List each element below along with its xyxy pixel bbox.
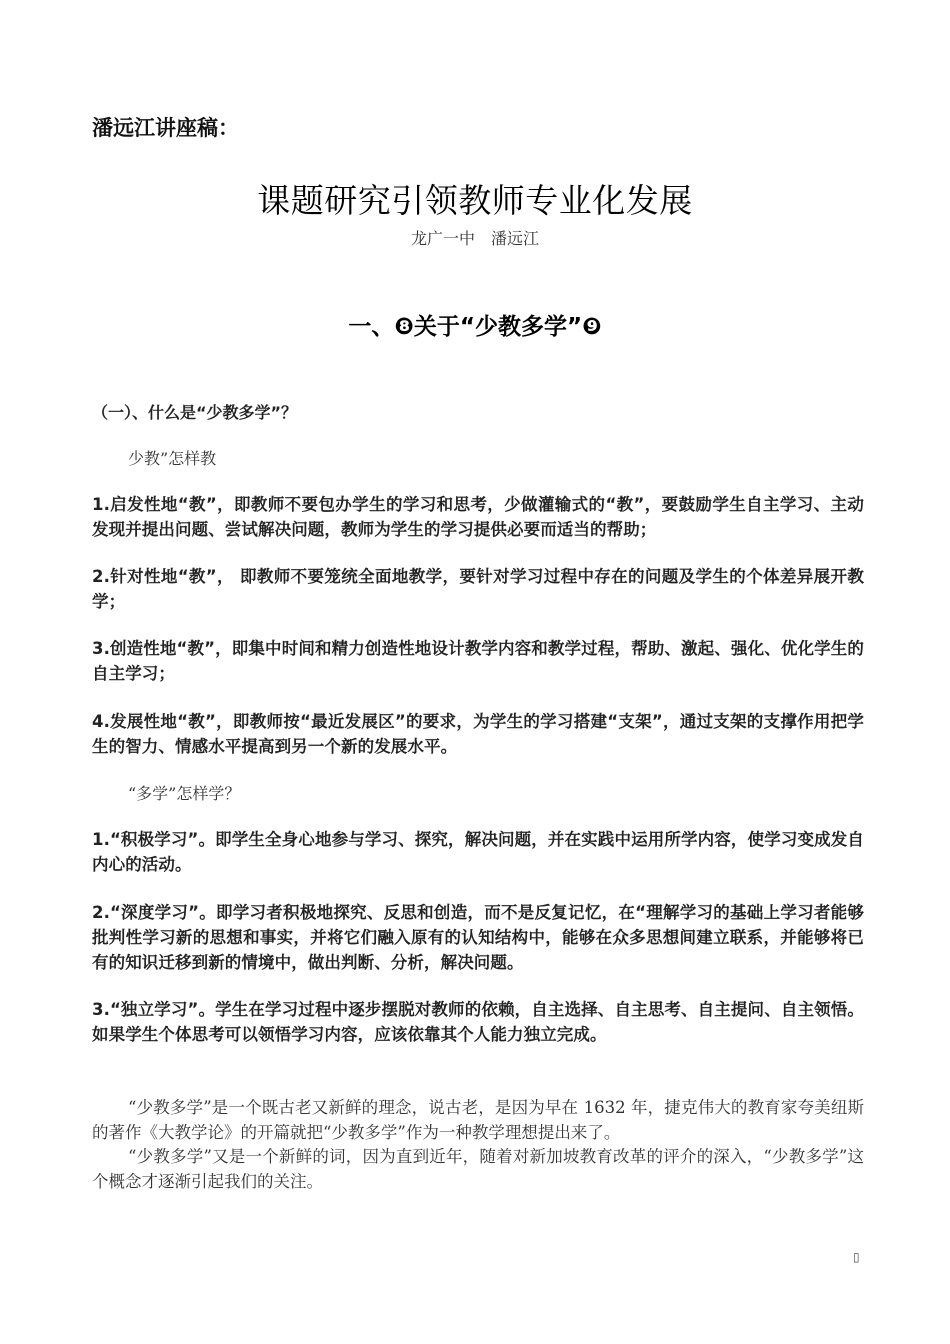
teach-item <box>92 564 864 614</box>
item-number: 2. <box>92 903 110 922</box>
item-number: 4. <box>92 712 110 731</box>
learn-item <box>92 900 864 975</box>
learn-item <box>92 997 864 1047</box>
item-text: “独立学习”。学生在学习过程中逐步摆脱对教师的依赖，自主选择、自主思考、自主提问、自主领悟。如果学生个体思考可以领悟学习内容，应该依靠其个人能力独立完成。 <box>92 1000 864 1044</box>
sub-heading: （一）、什么是“少教多学”？ <box>92 403 298 422</box>
speaker-label: 潘远江讲座稿： <box>92 116 239 140</box>
teach-lead: 少教”怎样教 <box>128 449 217 468</box>
item-text: 创造性地“教”，即集中时间和精力创造性地设计教学内容和教学过程，帮助、激起、强化、优化学生的自主学习； <box>92 639 864 683</box>
learn-item <box>92 827 864 877</box>
teach-item <box>92 492 864 542</box>
item-number: 3. <box>92 1000 110 1019</box>
teach-item <box>92 636 864 686</box>
page-footer-mark: ▯ <box>853 1250 860 1264</box>
item-text: 发展性地“教”，即教师按“最近发展区”的要求，为学生的学习搭建“支架”，通过支架的支撑作用把学生的智力、情感水平提高到另一个新的发展水平。 <box>92 712 864 756</box>
item-text: “积极学习”。即学生全身心地参与学习、探究，解决问题，并在实践中运用所学内容，使学习变成发自内心的活动。 <box>92 830 864 874</box>
item-text: 启发性地“教”，即教师不要包办学生的学习和思考，少做灌输式的“教”，要鼓励学生自主学习、主动发现并提出问题、尝试解决问题，教师为学生的学习提供必要而适当的帮助； <box>92 495 864 539</box>
item-number: 1. <box>92 495 110 514</box>
item-number: 1. <box>92 830 110 849</box>
item-text: “深度学习”。即学习者积极地探究、反思和创造，而不是反复记忆，在“理解学习的基础上学习者能够批判性学习新的思想和事实，并将它们融入原有的认知结构中，能够在众多思想间建立联系，并能够将已有的知识迁移到新的情境中，做出判断、分析，解决问题。 <box>92 903 864 972</box>
prose-paragraph: “少教多学”又是一个新鲜的词，因为直到近年，随着对新加坡教育改革的评介的深入，“少教多学”这个概念才逐渐引起我们的关注。 <box>92 1147 864 1191</box>
learn-lead: “多学”怎样学？ <box>128 784 241 803</box>
item-text: 针对性地“教”， 即教师不要笼统全面地教学，要针对学习过程中存在的问题及学生的个体差异展开教学； <box>92 567 864 611</box>
item-number: 2. <box>92 567 110 586</box>
prose-paragraph: “少教多学”是一个既古老又新鲜的理念，说古老，是因为早在 1632 年，捷克伟大的教育家夸美纽斯的著作《大教学论》的开篇就把“少教多学”作为一种教学理想提出来了。 <box>92 1098 864 1142</box>
item-number: 3. <box>92 639 110 658</box>
author-byline: 龙广一中 潘远江 <box>410 229 539 248</box>
teach-item <box>92 709 864 759</box>
section-heading: 一、❽关于“少教多学”❾ <box>348 314 602 340</box>
document-title: 课题研究引领教师专业化发展 <box>257 181 693 220</box>
